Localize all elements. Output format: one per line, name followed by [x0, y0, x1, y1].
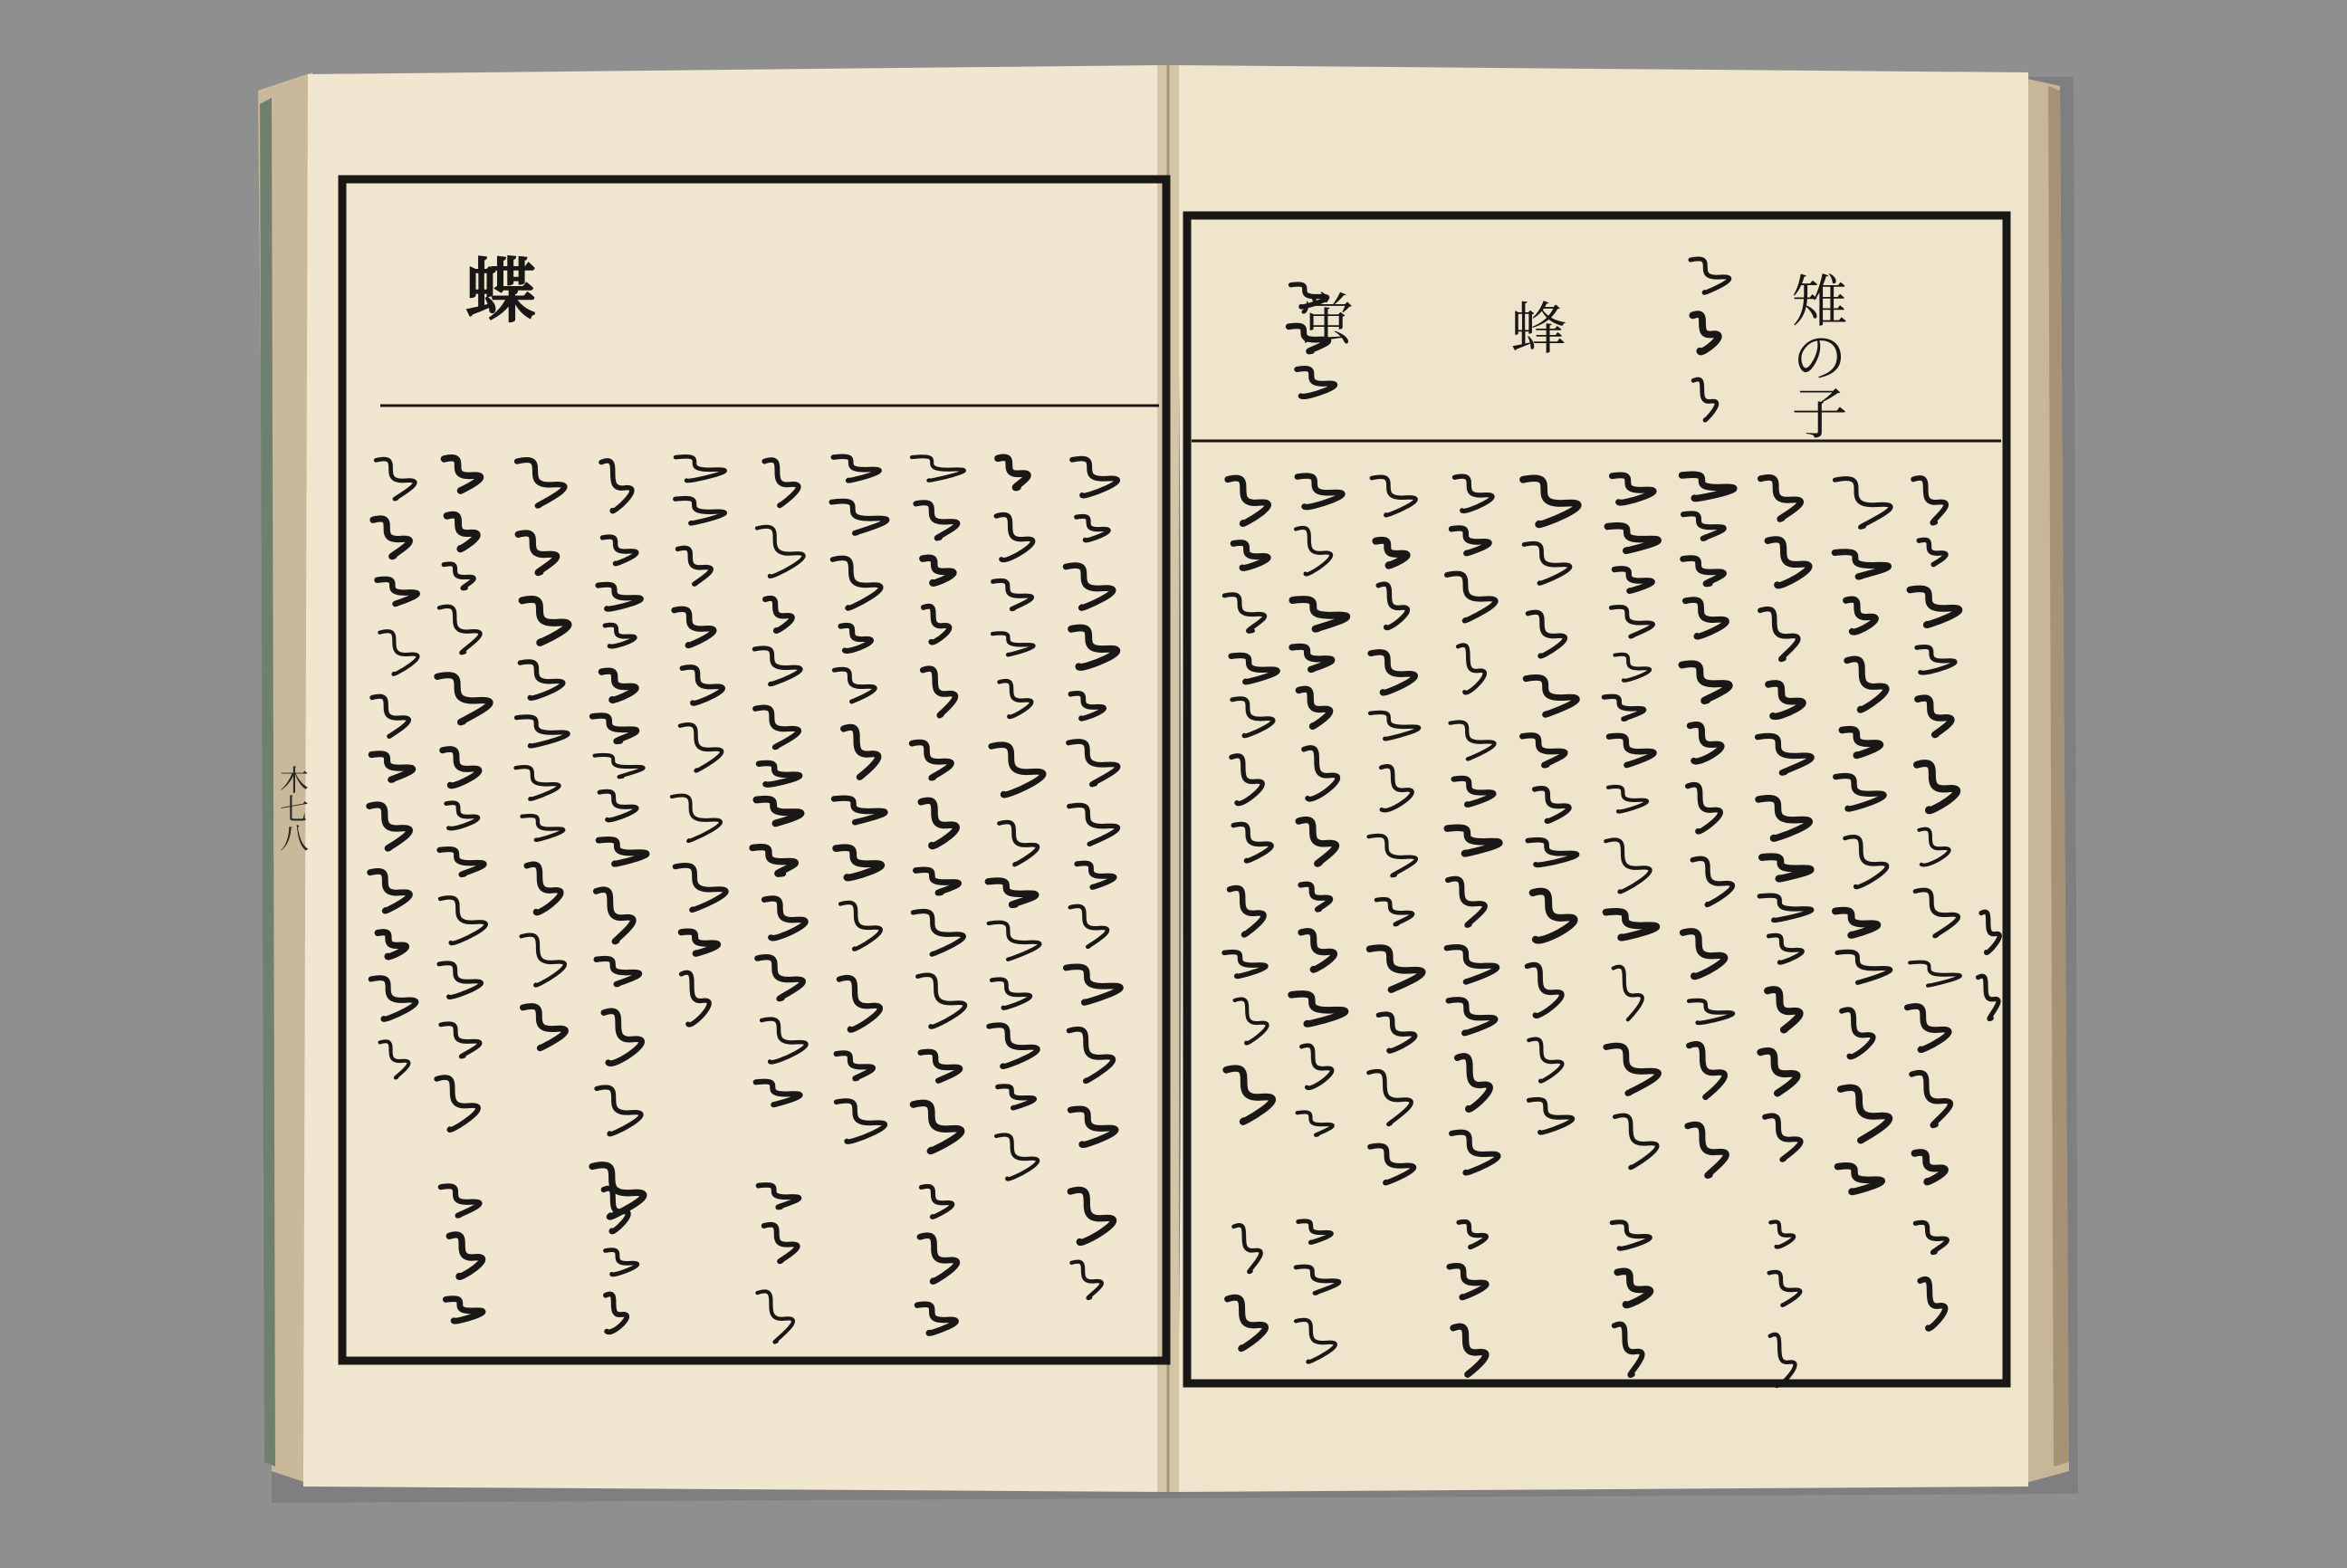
right-heading-1: 雉の子	[1782, 272, 1848, 440]
left-margin-note: 木七八	[275, 765, 310, 852]
right-heading-2: 蜂	[1501, 299, 1567, 355]
left-page-heading: 蝶	[454, 253, 536, 324]
right-heading-3: 蛍	[1288, 290, 1355, 346]
right-page	[1175, 65, 2028, 1492]
